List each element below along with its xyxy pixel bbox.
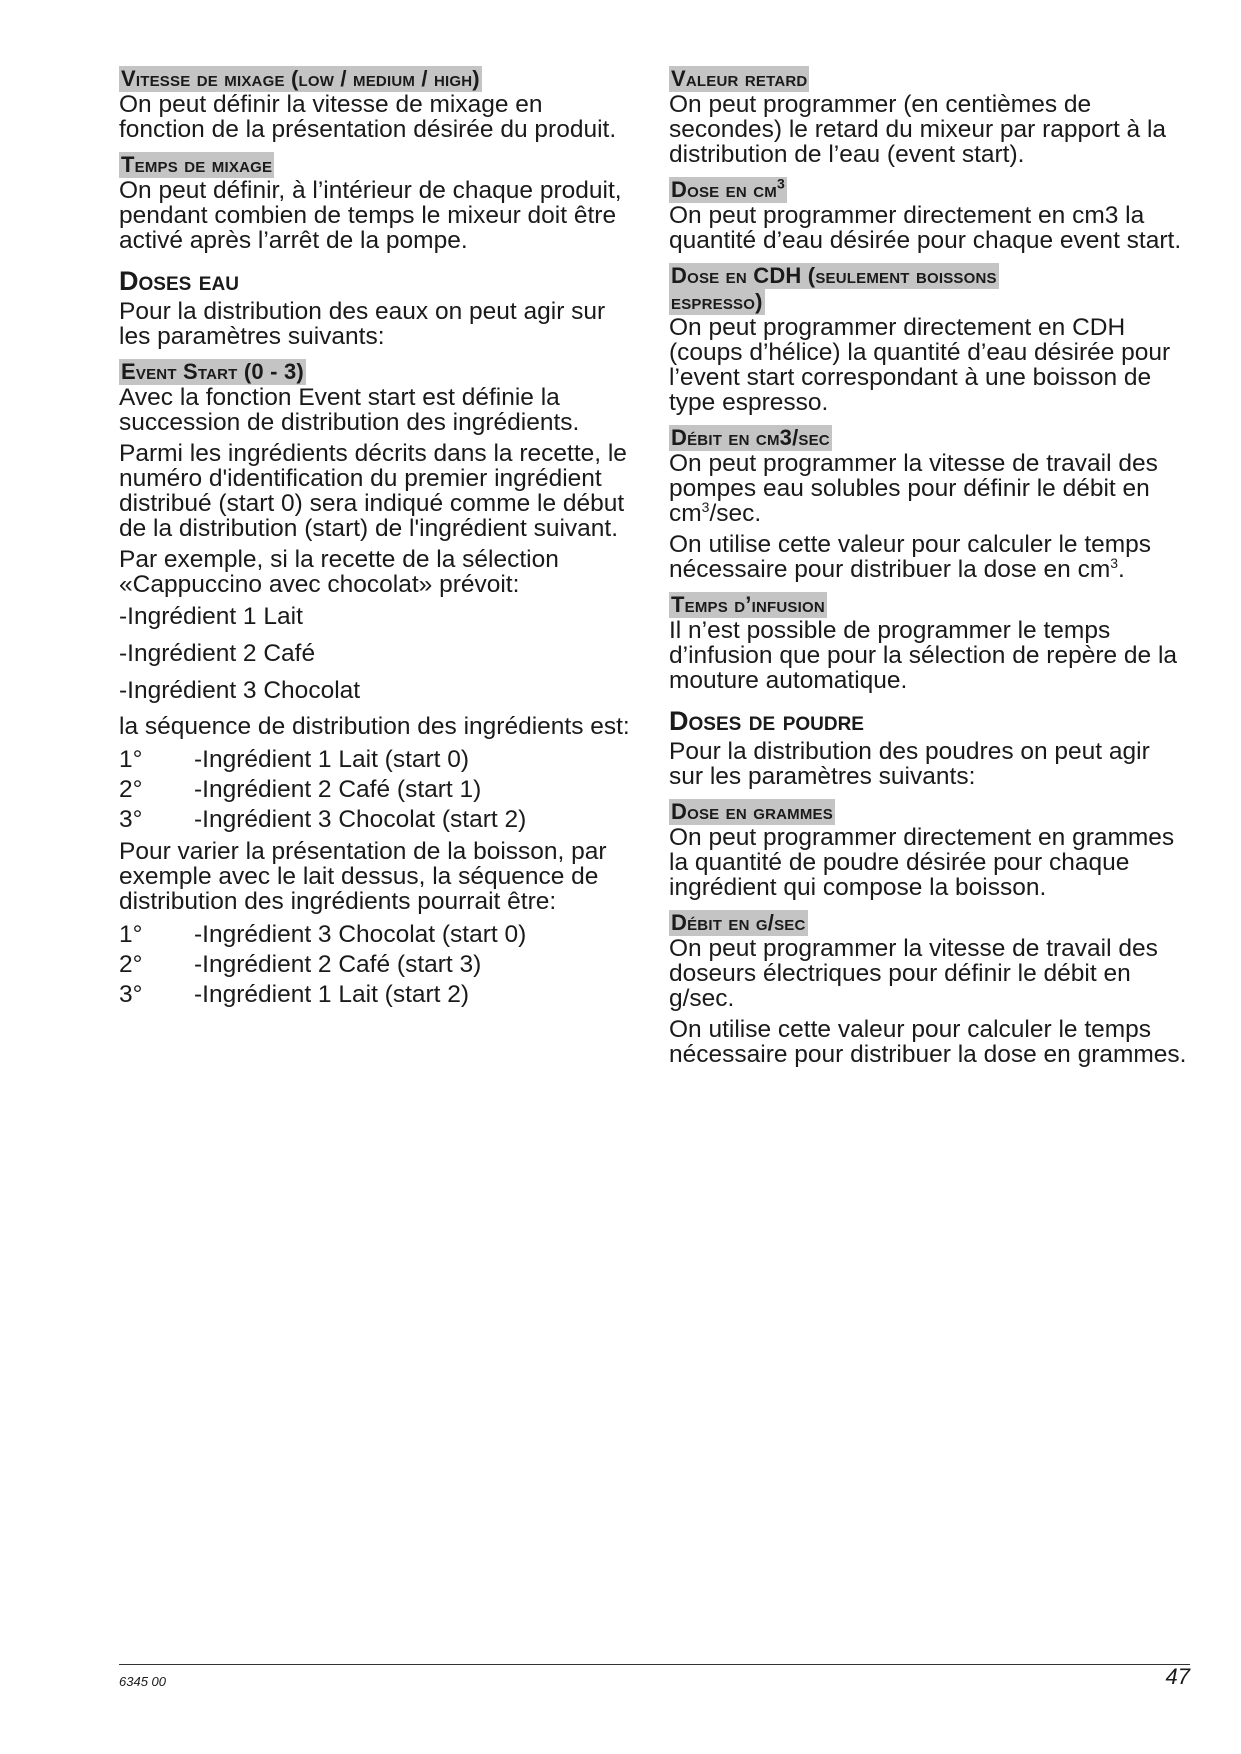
left-column (119, 66, 634, 1020)
sequence-text: -Ingrédient 1 Lait (start 0) (194, 746, 470, 773)
paragraph: Parmi les ingrédients décrits dans la recette, le numéro d'identification du premier ingrédient distribué (start 0) sera indiqué comme le début de la distribution (start) de l'ingrédient suivant. (119, 440, 627, 542)
sequence-number: 1° (119, 921, 143, 948)
sequence-text: -Ingrédient 3 Chocolat (start 2) (194, 806, 527, 833)
page-number: 47 (1165, 1664, 1190, 1689)
sequence-row (119, 775, 634, 805)
sequence-number: 3° (119, 806, 143, 833)
paragraph: On utilise cette valeur pour calculer le temps nécessaire pour distribuer la dose en grammes. (669, 1016, 1187, 1068)
sequence-row (119, 950, 634, 980)
text-part: /sec. (709, 500, 762, 527)
list-item: -Ingrédient 2 Café (119, 640, 316, 667)
sequence-row (119, 745, 634, 775)
section-debit-cm3 (669, 425, 1189, 582)
section-debit-g (669, 910, 1189, 1067)
section-text: On peut programmer directement en grammes la quantité de poudre désirée pour chaque ingrédient qui compose la boisson. (669, 824, 1175, 901)
paragraph: la séquence de distribution des ingrédients est: (119, 713, 630, 740)
superscript: 3 (1110, 554, 1119, 571)
section-title: Doses eau (119, 266, 239, 296)
section-heading: Vitesse de mixage (low / medium / high) (121, 66, 480, 91)
section-text: On peut programmer directement en CDH (coups d’hélice) la quantité d’eau désirée pour l’event start correspondant à une boisson de type espresso. (669, 314, 1171, 416)
section-text: Pour la distribution des eaux on peut agir sur les paramètres suivants: (119, 298, 606, 350)
section-text: On peut définir la vitesse de mixage en fonction de la présentation désirée du produit. (119, 91, 617, 143)
document-code: 6345 00 (119, 1674, 166, 1689)
section-text: Il n’est possible de programmer le temps d’infusion que pour la sélection de repère de la mouture automatique. (669, 617, 1178, 694)
section-doses-poudre (669, 705, 1189, 789)
section-heading: Dose en grammes (671, 799, 833, 824)
section-heading: Débit en cm3/sec (671, 425, 830, 450)
sequence-number: 2° (119, 951, 143, 978)
section-heading: Valeur retard (671, 66, 808, 91)
section-heading: Temps d’infusion (671, 592, 825, 617)
sequence-text: -Ingrédient 3 Chocolat (start 0) (194, 921, 527, 948)
section-dose-cdh (669, 263, 1189, 415)
superscript: 3 (701, 498, 710, 515)
section-heading (669, 177, 787, 203)
section-text: On peut définir, à l’intérieur de chaque produit, pendant combien de temps le mixeur doit être activé après l’arrêt de la pompe. (119, 177, 622, 254)
list-item: -Ingrédient 3 Chocolat (119, 677, 361, 704)
list-item: -Ingrédient 1 Lait (119, 603, 303, 630)
section-temps-infusion (669, 592, 1189, 693)
paragraph: Par exemple, si la recette de la sélection «Cappuccino avec chocolat» prévoit: (119, 546, 559, 598)
footer-divider (119, 1664, 1190, 1665)
section-dose-cm3 (669, 177, 1189, 253)
section-valeur-retard (669, 66, 1189, 167)
section-heading: Event Start (0 - 3) (121, 359, 304, 384)
section-temps-mixage (119, 152, 634, 253)
sequence-number: 3° (119, 981, 143, 1008)
superscript: 3 (776, 175, 785, 192)
section-vitesse-mixage (119, 66, 634, 142)
sequence-number: 1° (119, 746, 143, 773)
paragraph (669, 451, 1189, 526)
section-event-start (119, 359, 634, 1010)
section-heading: Débit en g/sec (671, 910, 806, 935)
paragraph: Pour varier la présentation de la boisson, par exemple avec le lait dessus, la séquence de distribution des ingrédients pourrait être: (119, 838, 607, 915)
section-text: Pour la distribution des poudres on peut agir sur les paramètres suivants: (669, 738, 1150, 790)
sequence-row (119, 920, 634, 950)
sequence-row (119, 980, 634, 1010)
text-part: On utilise cette valeur pour calculer le temps nécessaire pour distribuer la dose en cm (669, 531, 1152, 583)
paragraph: On peut programmer la vitesse de travail des doseurs électriques pour définir le débit en g/sec. (669, 935, 1158, 1012)
paragraph (669, 532, 1189, 582)
heading-text: Dose en cm (671, 177, 777, 202)
sequence-text: -Ingrédient 2 Café (start 3) (194, 951, 482, 978)
text-part: On peut programmer la vitesse de travail des pompes eau solubles pour définir le débit en cm (669, 450, 1158, 527)
section-text: On peut programmer directement en cm3 la quantité d’eau désirée pour chaque event start. (669, 202, 1182, 254)
section-text: On peut programmer (en centièmes de secondes) le retard du mixeur par rapport à la distribution de l’eau (event start). (669, 91, 1167, 168)
right-column (669, 66, 1189, 1077)
sequence-row (119, 805, 634, 835)
paragraph: Avec la fonction Event start est définie la succession de distribution des ingrédients. (119, 384, 580, 436)
section-title: Doses de poudre (669, 706, 864, 736)
section-heading: Temps de mixage (121, 152, 273, 177)
sequence-text: -Ingrédient 1 Lait (start 2) (194, 981, 470, 1008)
text-part: . (1118, 556, 1125, 583)
section-doses-eau (119, 265, 634, 349)
section-heading-continued: espresso) (671, 289, 763, 314)
section-dose-grammes (669, 799, 1189, 900)
sequence-number: 2° (119, 776, 143, 803)
section-heading: Dose en CDH (seulement boissons (671, 263, 997, 288)
sequence-text: -Ingrédient 2 Café (start 1) (194, 776, 482, 803)
